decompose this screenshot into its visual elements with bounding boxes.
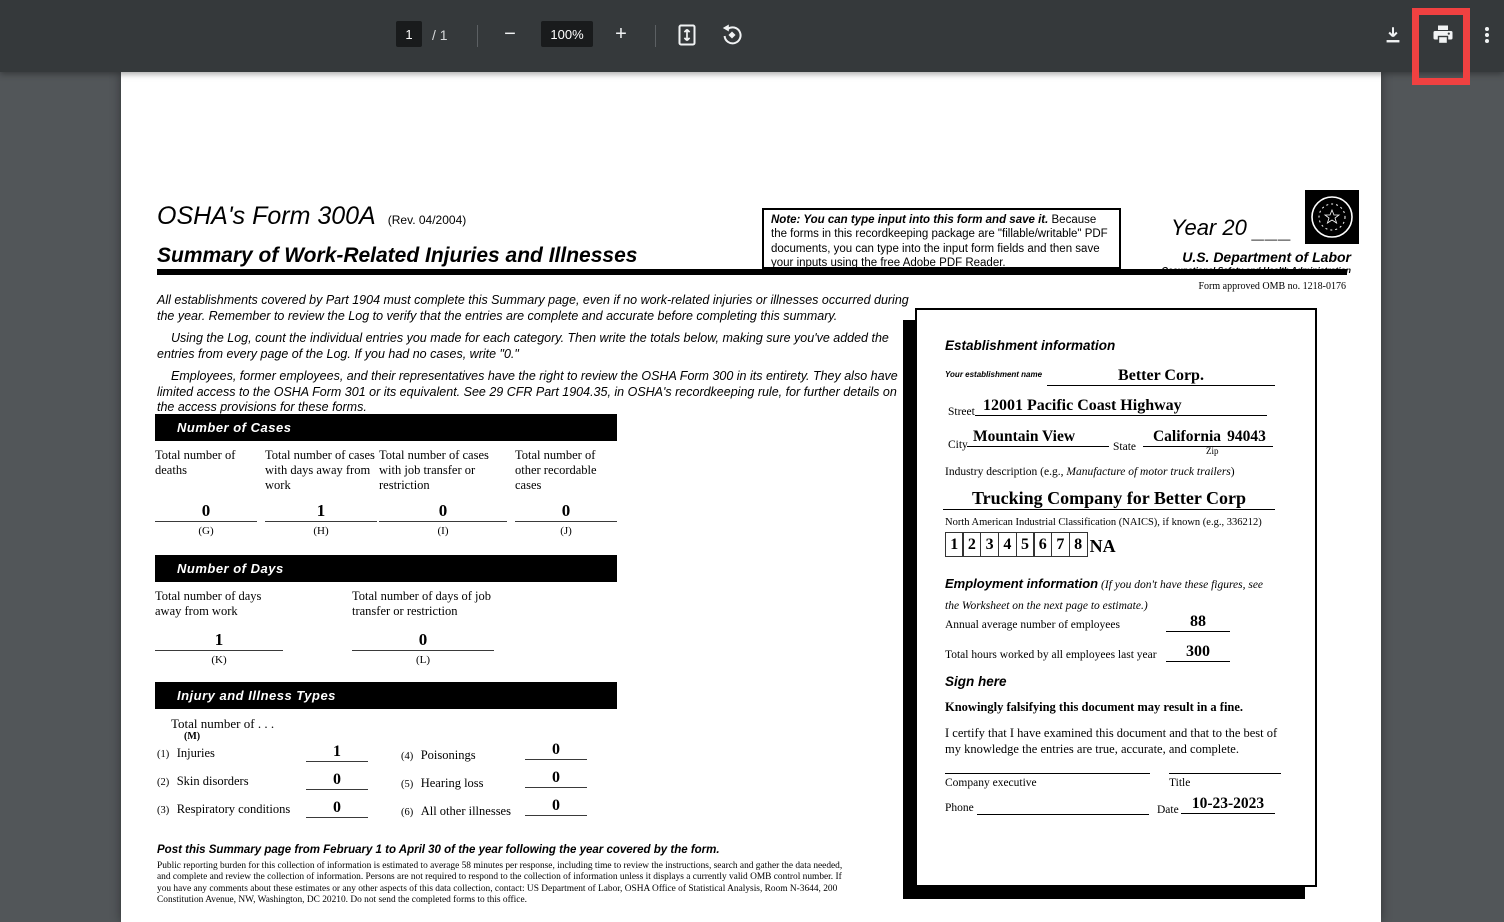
post-summary-note: Post this Summary page from February 1 to April 30 of the year following the year covered by the form. xyxy=(157,844,720,856)
naics-digit-box: 7 xyxy=(1051,532,1070,557)
other-cases-value-field[interactable]: 0 xyxy=(515,498,617,522)
year-field[interactable] xyxy=(1171,215,1293,241)
section-header-injury-types: Injury and Illness Types xyxy=(155,682,617,709)
row-number: (3) xyxy=(157,805,170,816)
year-blank: ___ xyxy=(1252,218,1293,243)
hearing-loss-value-field[interactable]: 0 xyxy=(525,764,587,788)
download-icon xyxy=(1382,24,1404,46)
form-revision: (Rev. 04/2004) xyxy=(387,213,467,227)
hours-value-field[interactable]: 300 xyxy=(1166,634,1230,662)
street-label: Street xyxy=(948,406,975,418)
row-label: Poisonings xyxy=(420,748,476,762)
row-label: Respiratory conditions xyxy=(176,802,291,816)
cases-col-other xyxy=(515,448,617,537)
field-label: Total number of other recordable cases xyxy=(515,448,597,492)
days-col-away xyxy=(155,589,283,666)
column-code: (I) xyxy=(437,525,449,537)
establishment-name-label: Your establishment name xyxy=(945,370,1043,379)
field-label: Total number of deaths xyxy=(155,448,236,477)
type-row-other-illnesses xyxy=(401,797,617,820)
more-options-button[interactable] xyxy=(1477,20,1497,50)
column-code: (G) xyxy=(198,525,214,537)
city-field[interactable]: Mountain View xyxy=(967,416,1109,447)
zoom-in-button[interactable]: + xyxy=(615,22,627,45)
note-body: Because the forms in this recordkeeping package are "fillable/writable" PDF documents, you can type into the input form fields and then save your inputs using the free Adobe PDF Reader. xyxy=(771,214,1108,270)
toolbar-divider xyxy=(477,25,478,47)
year-label: Year 20 xyxy=(1171,215,1247,240)
naics-digit-box: 4 xyxy=(998,532,1017,557)
cases-col-days-away xyxy=(265,448,377,537)
injuries-value-field[interactable]: 1 xyxy=(306,738,368,762)
days-away-value-field[interactable]: 1 xyxy=(155,627,283,651)
days-away-cases-value-field[interactable]: 1 xyxy=(265,498,377,522)
type-row-injuries xyxy=(157,744,369,762)
intro-paragraphs xyxy=(157,293,909,416)
rotate-button[interactable] xyxy=(717,20,747,50)
cases-col-transfer xyxy=(379,448,507,537)
rotate-counterclockwise-icon xyxy=(720,23,744,47)
row-label: Skin disorders xyxy=(176,774,249,788)
executive-signature-line[interactable] xyxy=(945,773,1150,774)
days-col-transfer xyxy=(352,589,494,666)
type-row-skin-disorders xyxy=(157,772,369,790)
paperwork-burden-note: Public reporting burden for this collection of information is estimated to average 58 minutes per response, including time to review the instructions, search and gather the data needed, and complete and review the collection of information. Persons are not required to respond to the collection of information unless it displays a currently valid OMB control number. If you have any comments about these estimates or any other aspects of this data collection, contact: US Department of Labor, OSHA Office of Statistical Analysis, Room N-3644, 200 Constitution Avenue, NW, Washington, DC 20210. Do not send the completed forms to this office. xyxy=(157,861,843,905)
naics-suffix: NA xyxy=(1089,536,1116,556)
column-code: (J) xyxy=(560,525,572,537)
row-number: (4) xyxy=(401,751,414,762)
types-total-code: (M) xyxy=(184,731,201,742)
date-field[interactable]: 10-23-2023 xyxy=(1181,788,1275,814)
page-number-input[interactable]: 1 xyxy=(396,21,422,47)
page-count-label: / 1 xyxy=(432,27,448,43)
state-field[interactable]: California xyxy=(1143,416,1231,447)
section-header-number-of-days: Number of Days xyxy=(155,555,617,582)
row-number: (5) xyxy=(401,779,414,790)
employees-label: Annual average number of employees xyxy=(945,619,1120,631)
falsify-warning: Knowingly falsifying this document may result in a fine. xyxy=(945,700,1244,714)
pdf-page xyxy=(121,72,1381,922)
skin-disorders-value-field[interactable]: 0 xyxy=(306,766,368,790)
osha-agency-label: Occupational Safety and Health Administration xyxy=(1161,265,1351,275)
title-label: Title xyxy=(1169,777,1191,789)
dol-seal-icon xyxy=(1305,190,1359,244)
certify-statement: I certify that I have examined this document and that to the best of my knowledge the entries are true, accurate, and complete. xyxy=(945,726,1278,756)
print-highlight-box xyxy=(1412,8,1470,85)
type-row-respiratory xyxy=(157,800,369,818)
column-code: (L) xyxy=(415,654,431,666)
industry-description-field[interactable]: Trucking Company for Better Corp xyxy=(943,479,1275,510)
column-code: (H) xyxy=(313,525,329,537)
zoom-out-button[interactable]: − xyxy=(504,22,516,45)
column-code: (K) xyxy=(211,654,227,666)
zip-label: Zip xyxy=(1206,446,1219,456)
employment-header-note: (If you don't have these figures, see the Worksheet on the next page to estimate.) xyxy=(945,579,1264,612)
row-number: (1) xyxy=(157,749,170,760)
title-line[interactable] xyxy=(1169,773,1281,774)
industry-label-example: Manufacture of motor truck trailers xyxy=(1066,466,1231,478)
zoom-level-input[interactable]: 100% xyxy=(541,21,593,47)
form-title-text: OSHA's Form 300A xyxy=(157,202,375,230)
zip-field[interactable]: 94043 xyxy=(1220,417,1273,447)
company-executive-label: Company executive xyxy=(945,777,1037,789)
respiratory-value-field[interactable]: 0 xyxy=(306,794,368,818)
naics-digit-box: 1 xyxy=(945,532,964,557)
other-illnesses-value-field[interactable]: 0 xyxy=(525,792,587,816)
fit-to-page-button[interactable] xyxy=(672,20,702,50)
deaths-value-field[interactable]: 0 xyxy=(155,498,257,522)
download-button[interactable] xyxy=(1379,20,1407,50)
types-total-label: Total number of . . . xyxy=(171,716,275,731)
city-label: City xyxy=(948,439,968,451)
row-number: (6) xyxy=(401,807,414,818)
toolbar-divider xyxy=(655,25,656,47)
row-number: (2) xyxy=(157,777,170,788)
section-header-number-of-cases: Number of Cases xyxy=(155,414,617,441)
street-field[interactable]: 12001 Pacific Coast Highway xyxy=(975,384,1267,416)
kebab-menu-icon xyxy=(1478,25,1496,45)
row-label: Injuries xyxy=(176,746,215,760)
dol-logo xyxy=(1305,190,1359,244)
type-row-poisonings xyxy=(401,741,617,764)
hours-label: Total hours worked by all employees last year xyxy=(945,649,1157,661)
intro-paragraph-2: Using the Log, count the individual entries you made for each category. Then write the totals below, making sure you've added the entries from every page of the Log. If you had no cases, write "0." xyxy=(157,331,889,361)
naics-digit-box: 3 xyxy=(980,532,999,557)
industry-label-suffix: ) xyxy=(1230,466,1235,478)
naics-label: North American Industrial Classification (NAICS), if known (e.g., 336212) xyxy=(945,517,1262,528)
intro-paragraph-1: All establishments covered by Part 1904 must complete this Summary page, even if no work-related injuries or illnesses occurred during the year. Remember to review the Log to verify that the entries are complete and accurate before completing this summary. xyxy=(157,293,909,323)
employment-header-title: Employment information xyxy=(945,576,1099,591)
establishment-header: Establishment information xyxy=(945,338,1116,353)
phone-label: Phone xyxy=(945,802,974,814)
row-label: Hearing loss xyxy=(420,776,484,790)
poisonings-value-field[interactable]: 0 xyxy=(525,736,587,760)
type-row-hearing-loss xyxy=(401,769,617,792)
naics-digit-box: 5 xyxy=(1016,532,1035,557)
dept-of-labor-label: U.S. Department of Labor xyxy=(1182,249,1351,265)
transfer-cases-value-field[interactable]: 0 xyxy=(379,498,507,522)
row-label: All other illnesses xyxy=(420,804,511,818)
state-label: State xyxy=(1113,441,1136,453)
phone-line[interactable] xyxy=(977,814,1149,815)
field-label: Total number of cases with days away from work xyxy=(265,448,375,492)
date-label: Date xyxy=(1157,804,1179,816)
naics-digit-box: 8 xyxy=(1069,532,1088,557)
employees-value-field[interactable]: 88 xyxy=(1166,604,1230,632)
field-label: Total number of cases with job transfer or restriction xyxy=(379,448,489,492)
fit-page-icon xyxy=(675,23,699,47)
field-label: Total number of days away from work xyxy=(155,589,262,618)
field-label: Total number of days of job transfer or restriction xyxy=(352,589,492,618)
cases-col-deaths xyxy=(155,448,257,537)
form-subtitle: Summary of Work-Related Injuries and Illnesses xyxy=(157,244,638,267)
establishment-name-field[interactable]: Better Corp. xyxy=(1047,356,1275,386)
industry-label-prefix: Industry description (e.g., xyxy=(945,466,1067,478)
note-title: Note: You can type input into this form and save it. xyxy=(771,214,1049,226)
omb-approval-label: Form approved OMB no. 1218-0176 xyxy=(1198,281,1346,292)
days-transfer-value-field[interactable]: 0 xyxy=(352,627,494,651)
sign-here-header: Sign here xyxy=(945,674,1007,689)
form-title xyxy=(157,202,466,231)
naics-field[interactable] xyxy=(946,532,1116,557)
intro-paragraph-3: Employees, former employees, and their representatives have the right to review the OSHA Form 300 in its entirety. They also have limited access to the OSHA Form 301 or its equivalent. See 29 CFR Part 1904.35, in OSHA's recordkeeping rule, for further details on the access provisions for these forms. xyxy=(157,369,898,414)
industry-label xyxy=(945,466,1235,478)
naics-digit-box: 2 xyxy=(962,532,981,557)
pdf-toolbar xyxy=(0,0,1504,72)
establishment-panel xyxy=(915,308,1317,887)
naics-digit-box: 6 xyxy=(1033,532,1052,557)
